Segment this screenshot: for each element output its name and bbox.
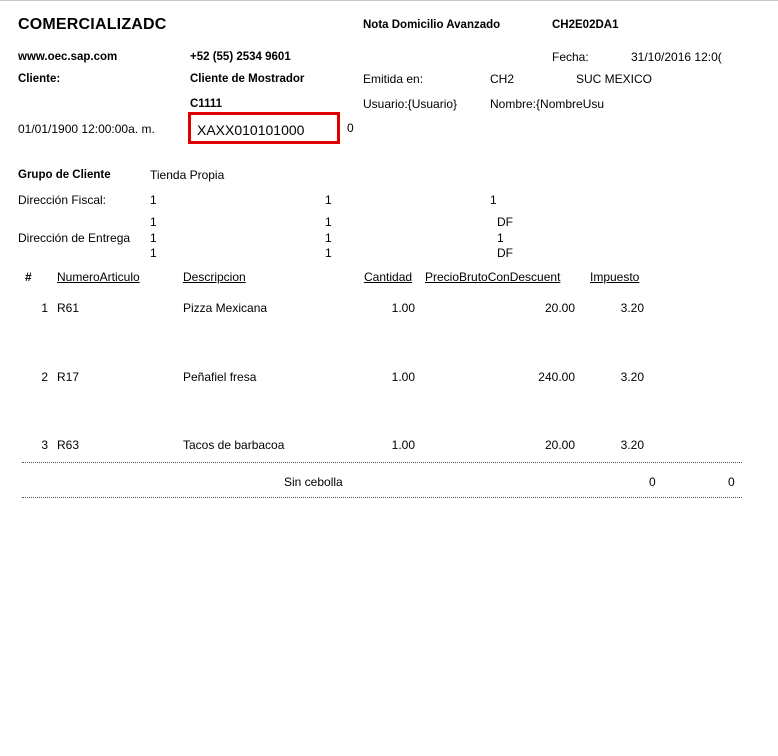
cliente-label: Cliente: bbox=[18, 73, 61, 85]
usuario-label: Usuario:{Usuario} bbox=[363, 97, 458, 111]
col-header-descripcion: Descripcion bbox=[183, 270, 246, 284]
col-header-num: # bbox=[25, 270, 32, 284]
phone: +52 (55) 2534 9601 bbox=[190, 51, 291, 63]
entrega-c3-r3: DF bbox=[497, 246, 513, 260]
entrega-c2-r2: 1 bbox=[325, 231, 332, 245]
grupo-value: Tienda Propia bbox=[150, 168, 225, 182]
entrega-c1-r2: 1 bbox=[150, 231, 157, 245]
grupo-label: Grupo de Cliente bbox=[18, 169, 111, 181]
fiscal-value-3: 1 bbox=[490, 193, 497, 207]
entrega-c1-r3: 1 bbox=[150, 246, 157, 260]
company-name: COMERCIALIZADC bbox=[18, 16, 167, 33]
entrega-c3-r2: 1 bbox=[497, 231, 504, 245]
document-type: Nota Domicilio Avanzado bbox=[363, 19, 501, 31]
page-top-border bbox=[0, 0, 778, 1]
note-value-2: 0 bbox=[728, 475, 735, 489]
separator-top bbox=[22, 462, 742, 463]
cliente-name: Cliente de Mostrador bbox=[190, 73, 305, 85]
fecha-label: Fecha: bbox=[552, 50, 589, 64]
row-descripcion: Peñafiel fresa bbox=[183, 370, 257, 384]
rfc-suffix: 0 bbox=[347, 121, 354, 135]
emitida-code: CH2 bbox=[490, 72, 515, 86]
col-header-cantidad: Cantidad bbox=[364, 270, 413, 284]
row-num: 1 bbox=[41, 301, 48, 315]
row-precio: 20.00 bbox=[544, 301, 575, 315]
row-num: 2 bbox=[41, 370, 48, 384]
entrega-c3-r1: DF bbox=[497, 215, 513, 229]
cliente-code: C1111 bbox=[190, 98, 222, 110]
note-value-1: 0 bbox=[649, 475, 656, 489]
fiscal-label: Dirección Fiscal: bbox=[18, 193, 107, 207]
separator-bottom bbox=[22, 497, 742, 498]
row-impuesto: 3.20 bbox=[620, 370, 644, 384]
row-precio: 240.00 bbox=[538, 370, 575, 384]
rfc-value: XAXX010101000 bbox=[197, 122, 305, 138]
document-code: CH2E02DA1 bbox=[552, 19, 619, 31]
website: www.oec.sap.com bbox=[18, 51, 118, 63]
row-cantidad: 1.00 bbox=[391, 438, 415, 452]
col-header-precio: PrecioBrutoConDescuent bbox=[425, 270, 561, 284]
row-cantidad: 1.00 bbox=[391, 301, 415, 315]
fiscal-value-2: 1 bbox=[325, 193, 332, 207]
fecha-value: 31/10/2016 12:0( bbox=[631, 50, 722, 64]
row-impuesto: 3.20 bbox=[620, 438, 644, 452]
row-descripcion: Pizza Mexicana bbox=[183, 301, 268, 315]
nombre-label: Nombre:{NombreUsu bbox=[490, 97, 605, 111]
item-note: Sin cebolla bbox=[284, 475, 343, 489]
datetime: 01/01/1900 12:00:00a. m. bbox=[18, 122, 155, 136]
entrega-c2-r3: 1 bbox=[325, 246, 332, 260]
row-articulo: R61 bbox=[57, 301, 80, 315]
emitida-label: Emitida en: bbox=[363, 72, 424, 86]
col-header-articulo: NumeroArticulo bbox=[57, 270, 140, 284]
row-descripcion: Tacos de barbacoa bbox=[183, 438, 285, 452]
row-num: 3 bbox=[41, 438, 48, 452]
fiscal-value-1: 1 bbox=[150, 193, 157, 207]
row-cantidad: 1.00 bbox=[391, 370, 415, 384]
entrega-label: Dirección de Entrega bbox=[18, 231, 131, 245]
entrega-c2-r1: 1 bbox=[325, 215, 332, 229]
row-impuesto: 3.20 bbox=[620, 301, 644, 315]
emitida-branch: SUC MEXICO bbox=[576, 72, 653, 86]
row-articulo: R63 bbox=[57, 438, 80, 452]
col-header-impuesto: Impuesto bbox=[590, 270, 640, 284]
row-articulo: R17 bbox=[57, 370, 80, 384]
entrega-c1-r1: 1 bbox=[150, 215, 157, 229]
row-precio: 20.00 bbox=[544, 438, 575, 452]
